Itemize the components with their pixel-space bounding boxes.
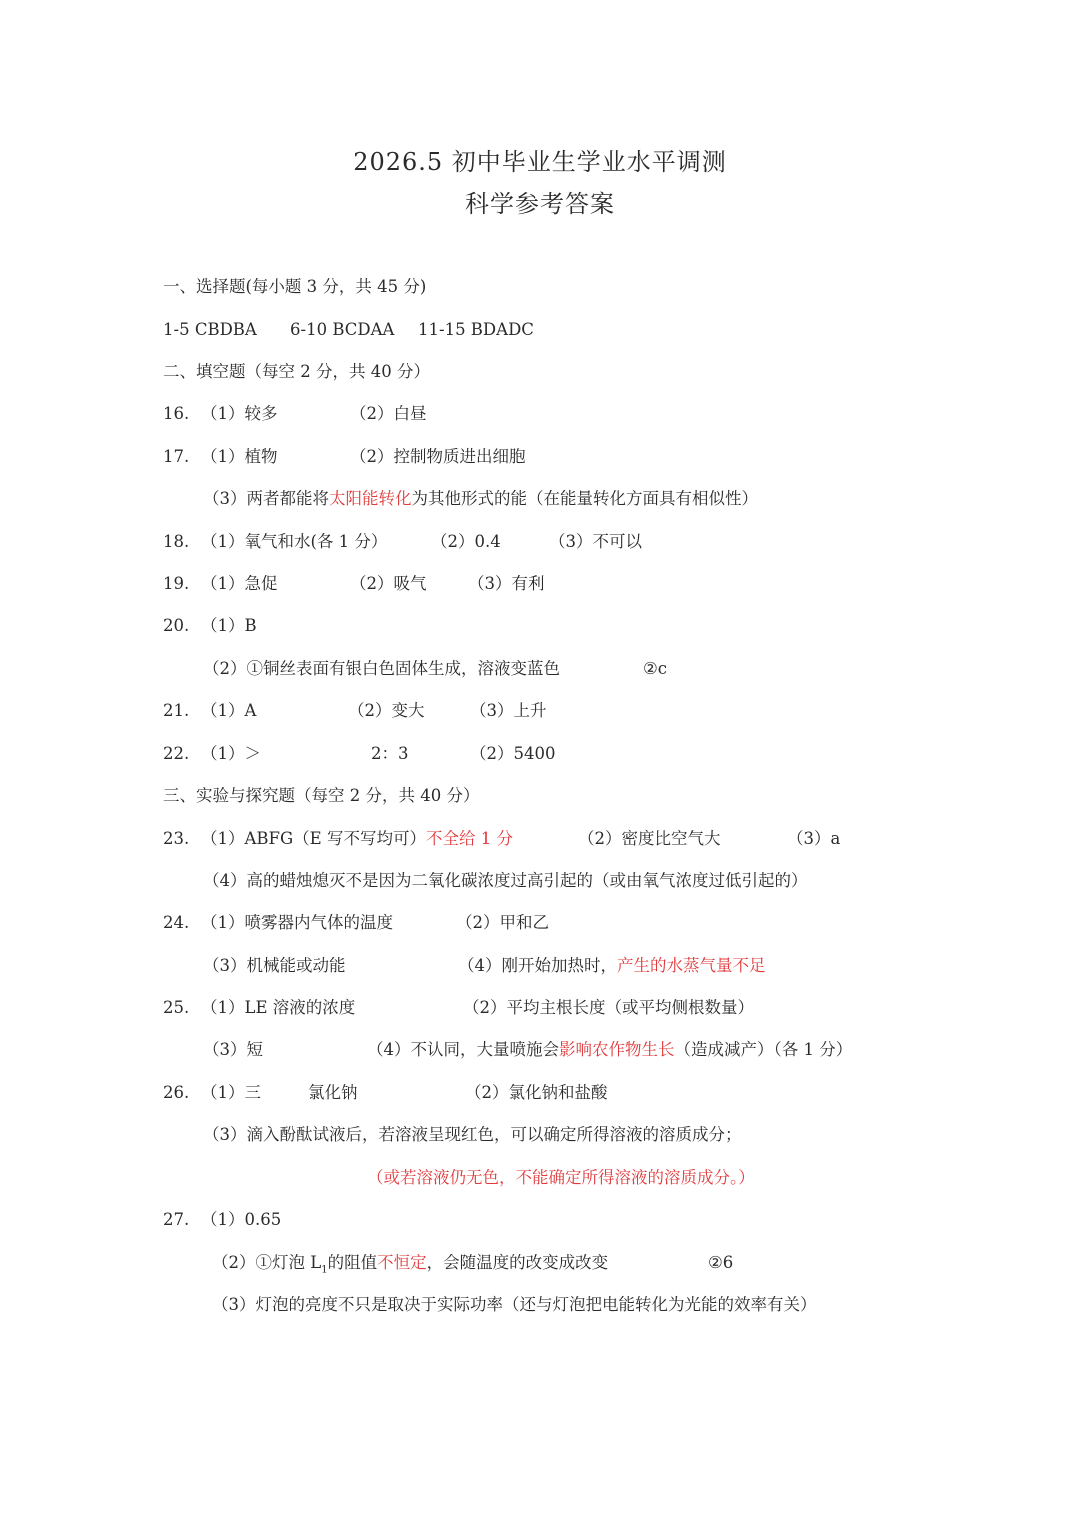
answer-text: 为其他形式的能（在能量转化方面具有相似性） [411, 489, 758, 508]
answer-text: （1）0.65 [201, 1210, 282, 1229]
page-subtitle: 科学参考答案 [465, 190, 615, 218]
highlight-text: 不全给 1 分 [425, 829, 513, 848]
highlight-text: 产生的水蒸气量不足 [617, 956, 766, 975]
answer-text: （2）①灯泡 L [212, 1253, 322, 1272]
answer-text: ②6 [708, 1253, 734, 1272]
answer-text: （1）氧气和水(各 1 分） [201, 532, 388, 551]
answer-text: （3）有利 [468, 574, 545, 593]
answer-text: （造成减产）（各 1 分） [674, 1040, 853, 1059]
answer-text: （3）机械能或动能 [203, 956, 346, 975]
answer-text: （1）三 [201, 1083, 261, 1102]
answer-text: 2：3 [371, 744, 409, 763]
answer-text: （3）滴入酚酞试液后，若溶液呈现红色，可以确定所得溶液的溶质成分； [203, 1125, 742, 1144]
answer-text: （3）上升 [470, 701, 547, 720]
answer-text: （1）A [201, 701, 257, 720]
answer-text: （2）密度比空气大 [578, 829, 721, 848]
subscript: 1 [321, 1264, 328, 1276]
question-number: 24. [163, 913, 190, 932]
highlight-text: 太阳能转化 [329, 489, 412, 508]
question-number: 23. [163, 829, 190, 848]
question-number: 16. [163, 404, 190, 423]
answer-text: （2）甲和乙 [456, 913, 549, 932]
answer-text: （2）氯化钠和盐酸 [465, 1083, 608, 1102]
answer-line [201, 826, 513, 852]
answer-text: （4）刚开始加热时， [458, 956, 617, 975]
answer-text: （1）喷雾器内气体的温度 [201, 913, 393, 932]
mc-answers-6-10: 6-10 BCDAA [290, 320, 395, 339]
answer-text: （2）白昼 [350, 404, 427, 423]
answer-text: （1）＞ [201, 744, 261, 763]
answer-line [203, 486, 758, 512]
answer-text: （2）5400 [470, 744, 556, 763]
section-heading-fill: 二、填空题（每空 2 分，共 40 分） [163, 362, 430, 381]
question-number: 27. [163, 1210, 190, 1229]
page-title: 2026.5 初中毕业生学业水平调测 [353, 148, 727, 176]
answer-text: ②c [643, 659, 668, 678]
question-number: 25. [163, 998, 190, 1017]
answer-text: （3）两者都能将 [203, 489, 329, 508]
answer-text: （1）B [201, 616, 257, 635]
answer-text: （2）平均主根长度（或平均侧根数量） [463, 998, 754, 1017]
answer-text: （1）LE 溶液的浓度 [201, 998, 356, 1017]
answer-text: （3）a [787, 829, 841, 848]
answer-text: （1）急促 [201, 574, 278, 593]
answer-text: （2）控制物质进出细胞 [350, 447, 526, 466]
answer-text: 的阻值 [327, 1253, 378, 1272]
mc-answers-1-5: 1-5 CBDBA [163, 320, 257, 339]
question-number: 20. [163, 616, 190, 635]
answer-text: （4）不认同，大量喷施会 [367, 1040, 559, 1059]
highlight-text: 不恒定 [377, 1253, 427, 1272]
section-heading-experiment: 三、实验与探究题（每空 2 分，共 40 分） [163, 786, 480, 805]
highlight-text: （或若溶液仍无色，不能确定所得溶液的溶质成分。） [367, 1168, 755, 1187]
answer-line [458, 953, 766, 979]
answer-line [367, 1037, 852, 1063]
question-number: 18. [163, 532, 190, 551]
answer-line [212, 1250, 608, 1276]
answer-text: 氯化钠 [308, 1083, 358, 1102]
question-number: 21. [163, 701, 190, 720]
question-number: 17. [163, 447, 190, 466]
answer-text: （2）①铜丝表面有银白色固体生成，溶液变蓝色 [203, 659, 560, 678]
section-heading-choice: 一、选择题(每小题 3 分，共 45 分) [163, 277, 427, 296]
answer-text: （1）植物 [201, 447, 278, 466]
answer-text: ，会随温度的改变成改变 [426, 1253, 609, 1272]
mc-answers-11-15: 11-15 BDADC [418, 320, 534, 339]
answer-text: （4）高的蜡烛熄灭不是因为二氧化碳浓度过高引起的（或由氧气浓度过低引起的） [203, 871, 808, 890]
question-number: 22. [163, 744, 190, 763]
answer-text: （3）不可以 [549, 532, 642, 551]
question-number: 26. [163, 1083, 190, 1102]
answer-text: （1）ABFG（E 写不写均可） [201, 829, 426, 848]
question-number: 19. [163, 574, 190, 593]
answer-text: （2）0.4 [431, 532, 501, 551]
answer-text: （2）吸气 [350, 574, 427, 593]
answer-text: （1）较多 [201, 404, 278, 423]
answer-text: （3）短 [203, 1040, 263, 1059]
highlight-text: 影响农作物生长 [559, 1040, 675, 1059]
answer-text: （2）变大 [348, 701, 425, 720]
answer-text: （3）灯泡的亮度不只是取决于实际功率（还与灯泡把电能转化为光能的效率有关） [212, 1295, 817, 1314]
